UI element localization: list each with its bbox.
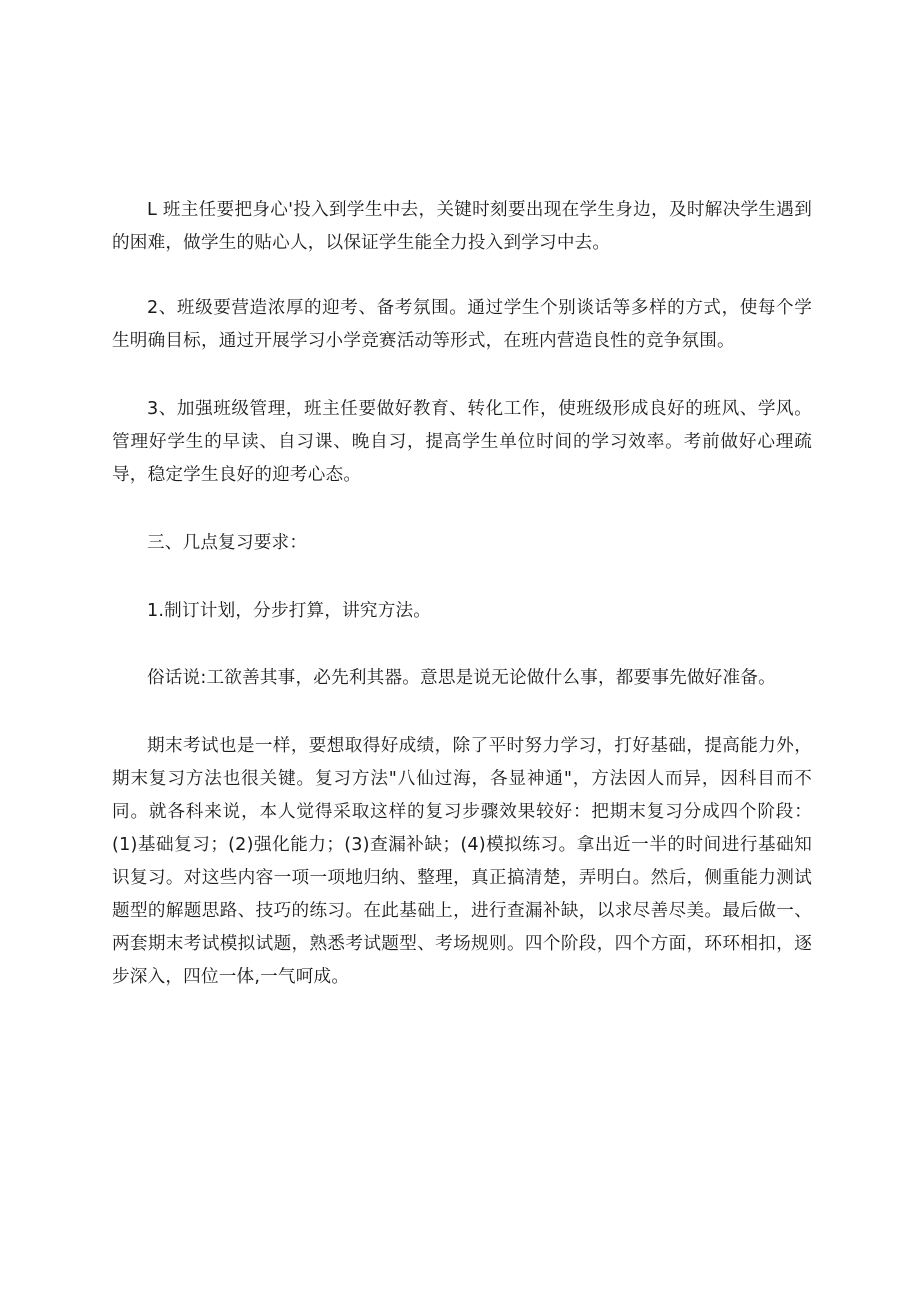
subsection-heading: 1.制订计划，分步打算，讲究方法。 (147, 601, 432, 621)
paragraph-2: 2、班级要营造浓厚的迎考、备考氛围。通过学生个别谈话等多样的方式，使每个学生明确目标，通过开展学习小学竞赛活动等形式，在班内营造良性的竞争氛围。 (112, 298, 812, 351)
paragraph-review-method: 期末考试也是一样，要想取得好成绩，除了平时努力学习，打好基础，提高能力外，期末复习方法也很关键。复习方法"八仙过海，各显神通"，方法因人而异，因科目而不同。就各科来说，本人觉得采取这样的复习步骤效果较好：把期末复习分成四个阶段：(1)基础复习；(2)强化能力；(3)查漏补缺；(4)模拟练习。拿出近一半的时间进行基础知识复习。对这些内容一项一项地归纳、整理，真正搞清楚，弄明白。然后，侧重能力测试题型的解题思路、技巧的练习。在此基础上，进行查漏补缺，以求尽善尽美。最后做一、两套期末考试模拟试题，熟悉考试题型、考场规则。四个阶段，四个方面，环环相扣，逐步深入，四位一体,一气呵成。 (112, 736, 812, 987)
section-heading: 三、几点复习要求： (147, 533, 308, 553)
paragraph-1: L 班主任要把身心'投入到学生中去，关键时刻要出现在学生身边，及时解决学生遇到的困难，做学生的贴心人，以保证学生能全力投入到学习中去。 (112, 200, 812, 253)
paragraph-proverb: 俗话说:工欲善其事，必先利其器。意思是说无论做什么事，都要事先做好准备。 (147, 668, 776, 688)
paragraph-3: 3、加强班级管理，班主任要做好教育、转化工作，使班级形成良好的班风、学风。管理好学生的早读、自习课、晚自习，提高学生单位时间的学习效率。考前做好心理疏导，稳定学生良好的迎考心态。 (112, 399, 812, 485)
document-body (112, 194, 812, 994)
